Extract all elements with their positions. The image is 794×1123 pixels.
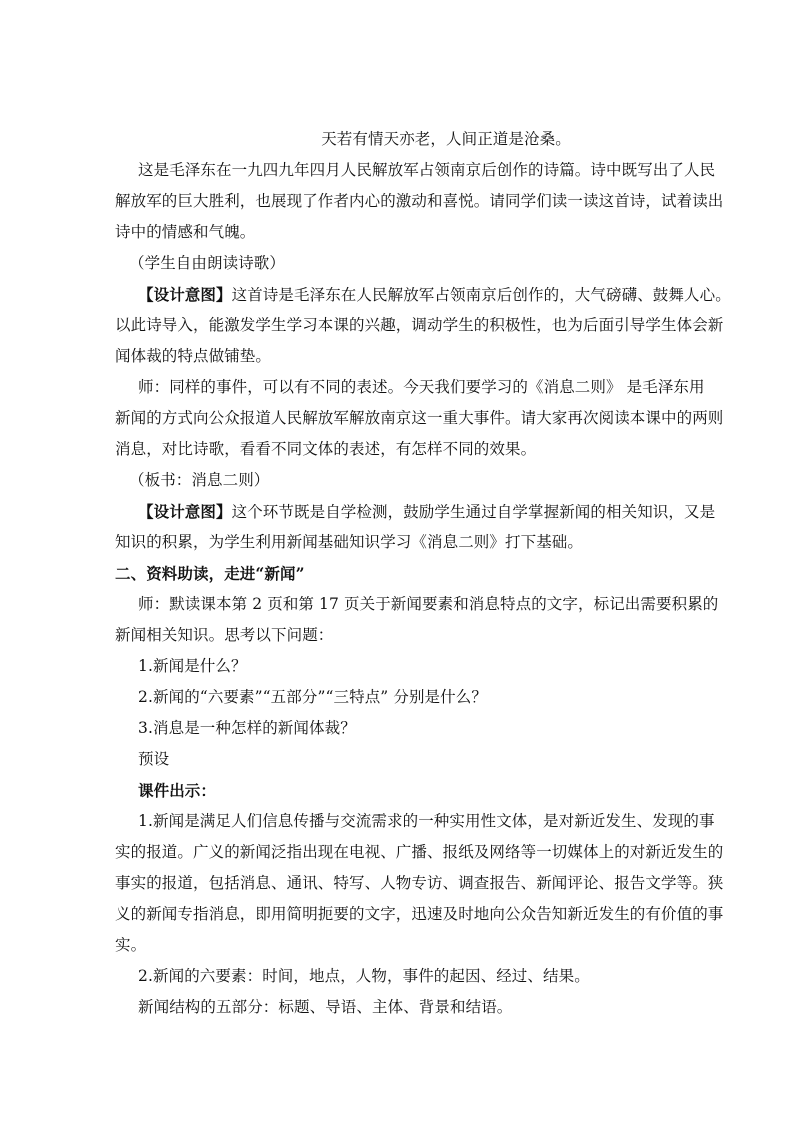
paragraph-line: 实。 (115, 936, 147, 954)
paragraph-line: 师：同样的事件，可以有不同的表述。今天我们要学习的《消息二则》 是毛泽东用 (138, 378, 705, 396)
paragraph-line: 义的新闻专指消息，即用简明扼要的文字，迅速及时地向公众告知新近发生的有价值的事 (115, 905, 724, 923)
design-intent-label: 【设计意图】 (138, 502, 232, 521)
paragraph-line: 2.新闻的六要素：时间，地点，人物，事件的起因、经过、结果。 (138, 967, 590, 985)
paragraph-line: 1.新闻是满足人们信息传播与交流需求的一种实用性文体，是对新近发生、发现的事 (138, 812, 715, 830)
poem-line: 天若有情天亦老，人间正道是沧桑。 (321, 130, 571, 148)
design-intent-line (115, 279, 731, 310)
courseware-label: 课件出示： (138, 781, 217, 800)
stage-direction: （学生自由朗读诗歌） (129, 254, 286, 272)
design-intent-text: 这个环节既是自学检测，鼓励学生通过自学掌握新闻的相关知识，又是 (231, 503, 716, 521)
design-intent-text: 这首诗是毛泽东在人民解放军占领南京后创作的，大气磅礴、鼓舞人心。 (231, 286, 731, 304)
paragraph-line: 闻体裁的特点做铺垫。 (115, 347, 272, 365)
paragraph-line: 消息，对比诗歌，看看不同文体的表述，有怎样不同的效果。 (115, 440, 537, 458)
paragraph-line: 实的报道。广义的新闻泛指出现在电视、广播、报纸及网络等一切媒体上的对新近发生的 (115, 843, 724, 861)
paragraph-line: 预设 (138, 750, 170, 768)
design-intent-label: 【设计意图】 (138, 285, 232, 304)
paragraph-line: 解放军的巨大胜利，也展现了作者内心的激动和喜悦。请同学们读一读这首诗，试着读出 (115, 192, 724, 210)
paragraph-line: 诗中的情感和气魄。 (115, 223, 256, 241)
paragraph-line: 以此诗导入，能激发学生学习本课的兴趣，调动学生的积极性，也为后面引导学生体会新 (115, 316, 724, 334)
paragraph-line: 知识的积累，为学生利用新闻基础知识学习《消息二则》打下基础。 (115, 533, 584, 551)
paragraph-line: 这是毛泽东在一九四九年四月人民解放军占领南京后创作的诗篇。诗中既写出了人民 (138, 161, 716, 179)
section-heading: 二、资料助读，走进“新闻” (115, 564, 305, 583)
design-intent-line (115, 496, 717, 527)
paragraph-line: 事实的报道，包括消息、通讯、特写、人物专访、调查报告、新闻评论、报告文学等。狭 (115, 874, 724, 892)
paragraph-line: 新闻相关知识。思考以下问题： (115, 626, 334, 644)
question-item: 3.消息是一种怎样的新闻体裁？ (138, 719, 356, 737)
paragraph-line: 新闻结构的五部分：标题、导语、主体、背景和结语。 (138, 998, 513, 1016)
board-writing: （板书：消息二则） (129, 471, 270, 489)
question-item: 2.新闻的“六要素”“五部分”“三特点” 分别是什么？ (138, 688, 487, 706)
paragraph-line: 新闻的方式向公众报道人民解放军解放南京这一重大事件。请大家再次阅读本课中的两则 (115, 409, 724, 427)
document-body (115, 124, 731, 1023)
question-item: 1.新闻是什么？ (138, 657, 247, 675)
paragraph-line: 师：默读课本第 2 页和第 17 页关于新闻要素和消息特点的文字，标记出需要积累的 (138, 595, 719, 613)
